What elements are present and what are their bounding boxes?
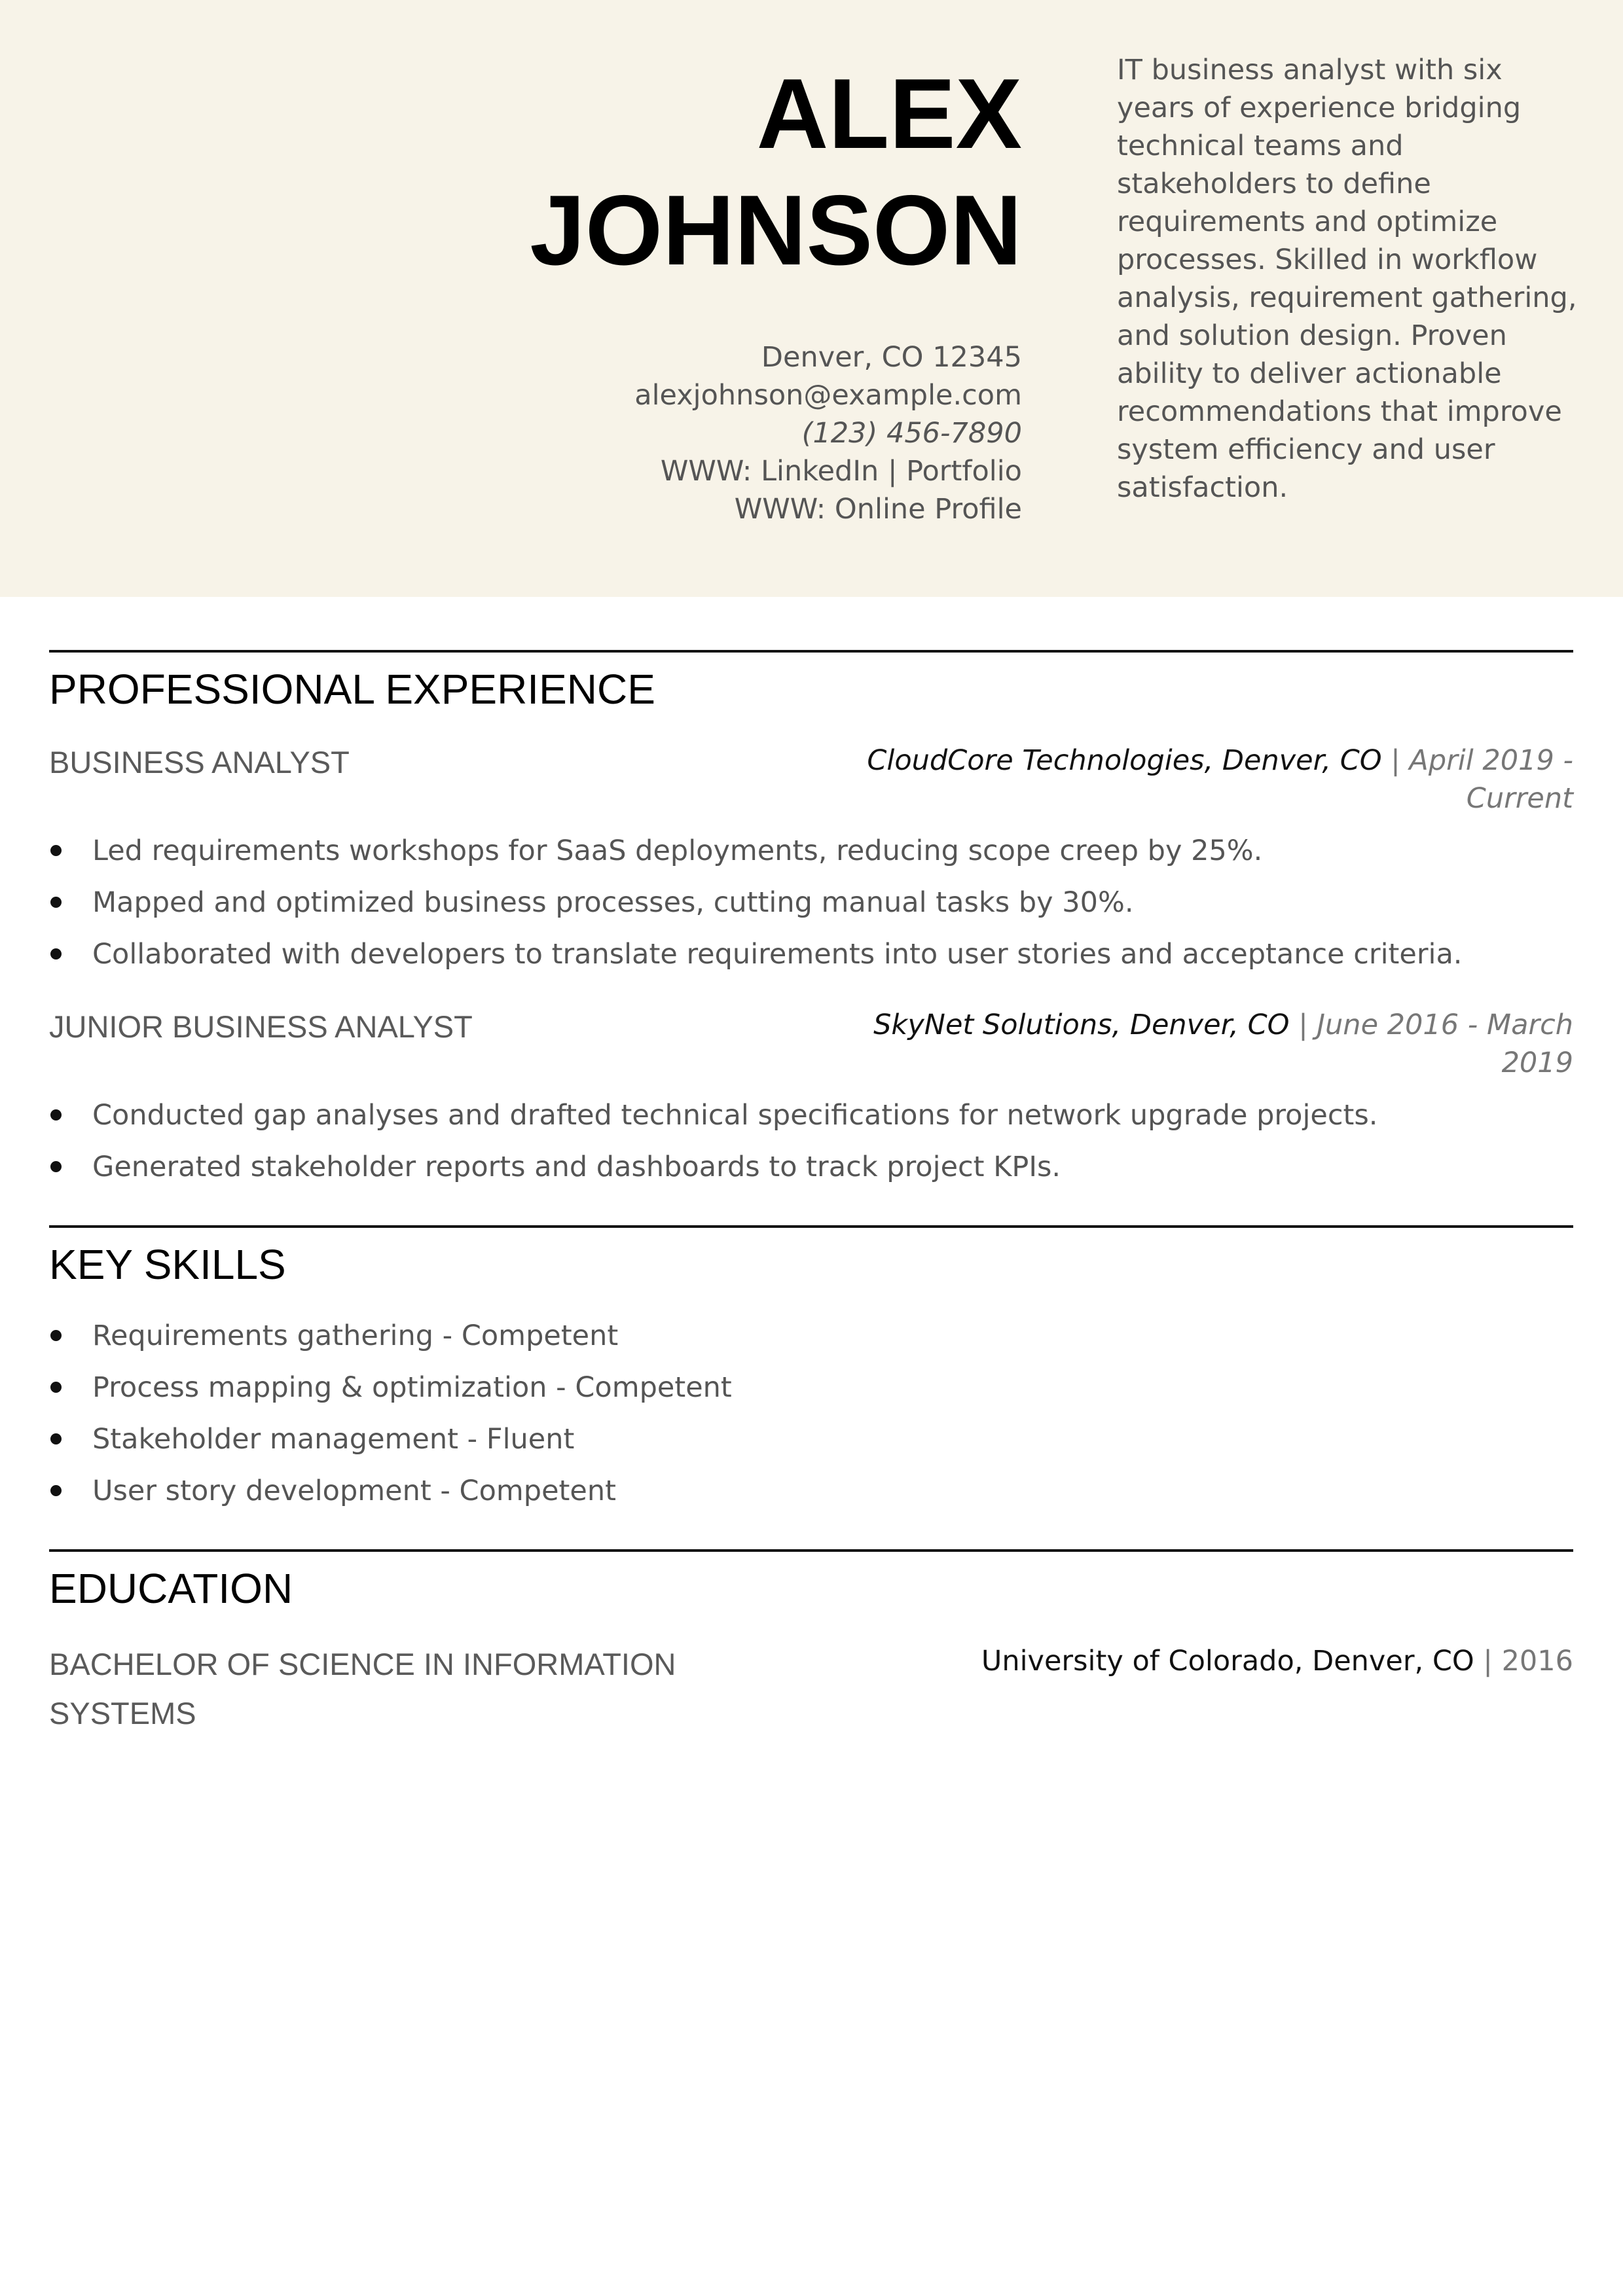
- first-name: ALEX: [756, 58, 1022, 170]
- job-entry: [49, 742, 1573, 833]
- bullet-text: Collaborated with developers to translate requirements into user stories and acceptance criteria.: [92, 938, 1463, 971]
- job-company: CloudCore Technologies: [867, 744, 1205, 777]
- section-title-skills: KEY SKILLS: [49, 1241, 286, 1288]
- bullet-icon: [50, 1433, 62, 1444]
- job-dates: June 2016 - March 2019: [1317, 1009, 1573, 1079]
- section-title-experience: PROFESSIONAL EXPERIENCE: [49, 666, 655, 713]
- list-item: [49, 1317, 1573, 1369]
- job-bullets: [49, 1096, 1573, 1200]
- job-separator: |: [1391, 744, 1400, 777]
- bullet-icon: [50, 1109, 62, 1121]
- job-company: SkyNet Solutions: [873, 1009, 1112, 1041]
- job-separator: ,: [1204, 744, 1214, 777]
- skills-list: [49, 1317, 1573, 1524]
- bullet-icon: [50, 1161, 62, 1172]
- job-dates: April 2019 - Current: [1409, 744, 1573, 815]
- section-divider: [49, 1225, 1573, 1228]
- list-item: [49, 1369, 1573, 1420]
- list-item: [49, 884, 1573, 935]
- list-item: [49, 832, 1573, 884]
- job-meta: [820, 1006, 1573, 1082]
- bullet-icon: [50, 845, 62, 856]
- degree-title: BACHELOR OF SCIENCE IN INFORMATION SYSTEMS: [49, 1647, 676, 1731]
- skill-text: Stakeholder management - Fluent: [92, 1423, 575, 1456]
- job-meta: [820, 742, 1573, 817]
- professional-summary: IT business analyst with six years of experience bridging technical teams and stakeholders to define requirements and optimize processes. Skilled in workflow analysis, requirement gathering, and solution design. Proven ability to deliver actionable recommendations that improve system efficiency and user satisfaction.: [1117, 54, 1577, 504]
- skill-text: User story development - Competent: [92, 1475, 616, 1507]
- list-item: [49, 1148, 1573, 1200]
- bullet-text: Conducted gap analyses and drafted technical specifications for network upgrade projects.: [92, 1099, 1378, 1132]
- job-bullets: [49, 832, 1573, 987]
- bullet-text: Generated stakeholder reports and dashboards to track project KPIs.: [92, 1151, 1061, 1183]
- section-divider: [49, 650, 1573, 653]
- skills-section: [49, 1225, 1573, 1533]
- list-item: [49, 935, 1573, 987]
- bullet-icon: [50, 1382, 62, 1393]
- bullet-text: Led requirements workshops for SaaS deployments, reducing scope creep by 25%.: [92, 834, 1263, 867]
- skill-text: Requirements gathering - Competent: [92, 1319, 619, 1352]
- contact-location: Denver, CO 12345: [761, 341, 1022, 374]
- experience-section: [49, 650, 1573, 1206]
- job-location: Denver, CO: [1222, 744, 1382, 777]
- list-item: [49, 1472, 1573, 1524]
- candidate-name: [171, 56, 1022, 289]
- job-title: BUSINESS ANALYST: [49, 745, 350, 780]
- list-item: [49, 1420, 1573, 1472]
- graduation-year: 2016: [1501, 1645, 1573, 1677]
- job-separator: ,: [1112, 1009, 1122, 1041]
- contact-email: alexjohnson@example.com: [634, 379, 1022, 412]
- skill-text: Process mapping & optimization - Competent: [92, 1371, 732, 1404]
- bullet-icon: [50, 1330, 62, 1341]
- bullet-icon: [50, 948, 62, 960]
- education-separator: |: [1483, 1645, 1493, 1677]
- last-name: JOHNSON: [530, 175, 1022, 286]
- job-separator: |: [1298, 1009, 1308, 1041]
- contact-info: [302, 338, 1022, 528]
- bullet-icon: [50, 897, 62, 908]
- list-item: [49, 1096, 1573, 1148]
- bullet-icon: [50, 1485, 62, 1496]
- contact-web-profile: WWW: Online Profile: [734, 493, 1022, 526]
- contact-phone: (123) 456-7890: [801, 417, 1022, 450]
- education-meta: [981, 1642, 1573, 1680]
- job-entry: [49, 1006, 1573, 1098]
- section-title-education: EDUCATION: [49, 1565, 293, 1612]
- bullet-text: Mapped and optimized business processes, cutting manual tasks by 30%.: [92, 886, 1134, 919]
- school-name: University of Colorado, Denver, CO: [981, 1645, 1474, 1677]
- section-divider: [49, 1549, 1573, 1552]
- contact-web-links: WWW: LinkedIn | Portfolio: [660, 455, 1022, 488]
- job-location: Denver, CO: [1129, 1009, 1290, 1041]
- education-section: [49, 1549, 1573, 1765]
- job-title: JUNIOR BUSINESS ANALYST: [49, 1009, 473, 1044]
